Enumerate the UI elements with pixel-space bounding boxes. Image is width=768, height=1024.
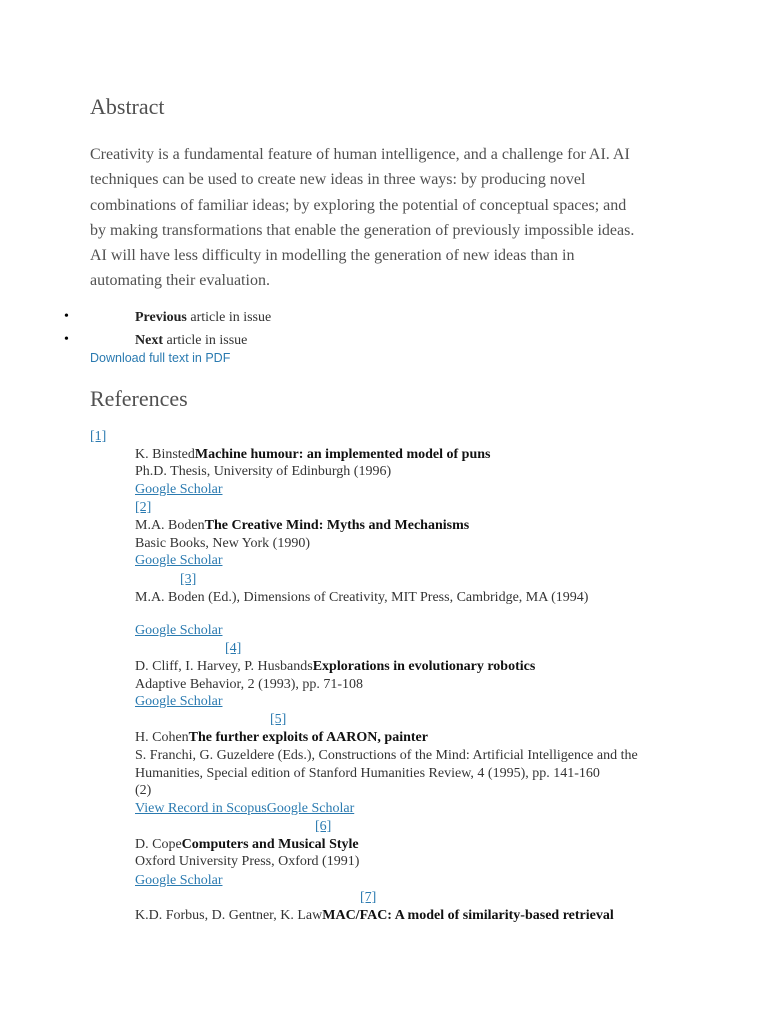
abstract-line: combinations of familiar ideas; by exploring the potential of conceptual spaces; and: [90, 196, 627, 214]
ref-title: The further exploits of AARON, painter: [188, 730, 428, 745]
previous-label: Previous: [135, 310, 187, 325]
ref-citation: [135, 729, 428, 747]
ref-citation: [135, 658, 535, 676]
view-record-scopus-link[interactable]: View Record in Scopus: [135, 801, 267, 816]
ref-citation: [135, 836, 359, 854]
abstract-line: techniques can be used to create new ideas in three ways: by producing novel: [90, 171, 586, 189]
ref-source: Ph.D. Thesis, University of Edinburgh (1996): [135, 464, 392, 479]
ref-source-continued: Humanities, Special edition of Stanford Humanities Review, 4 (1995), pp. 141-160: [135, 766, 600, 781]
ref-number-link[interactable]: [3]: [180, 572, 197, 587]
ref-authors: K. Binsted: [135, 447, 195, 462]
bullet-icon: •: [64, 332, 69, 347]
abstract-line: automating their evaluation.: [90, 272, 270, 290]
ref-authors: K.D. Forbus, D. Gentner, K. Law: [135, 908, 323, 923]
abstract-text: [90, 142, 675, 294]
bullet-icon: •: [64, 309, 69, 324]
abstract-line: AI will have less difficulty in modelling the generation of new ideas than in: [90, 247, 575, 265]
abstract-line: by making transformations that enable the generation of previously impossible ideas.: [90, 221, 635, 239]
abstract-line: Creativity is a fundamental feature of human intelligence, and a challenge for AI. AI: [90, 146, 630, 163]
ref-title: The Creative Mind: Myths and Mechanisms: [204, 518, 470, 533]
ref-authors: D. Cliff, I. Harvey, P. Husbands: [135, 659, 313, 674]
ref-number-link[interactable]: [2]: [135, 500, 152, 515]
ref-authors: M.A. Boden: [135, 518, 205, 533]
ref-title: Machine humour: an implemented model of puns: [194, 447, 491, 462]
next-rest: article in issue: [163, 333, 248, 348]
references-heading: References: [90, 386, 188, 411]
google-scholar-link[interactable]: Google Scholar: [135, 694, 223, 709]
ref-source: M.A. Boden (Ed.), Dimensions of Creativity, MIT Press, Cambridge, MA (1994): [135, 590, 589, 605]
ref-citation: [135, 517, 469, 535]
download-pdf-link[interactable]: Download full text in PDF: [90, 351, 231, 365]
ref-authors: H. Cohen: [135, 730, 189, 745]
ref-source: Adaptive Behavior, 2 (1993), pp. 71-108: [135, 677, 364, 692]
ref-title: Explorations in evolutionary robotics: [312, 659, 536, 674]
ref-source: Oxford University Press, Oxford (1991): [135, 854, 360, 869]
next-label: Next: [135, 333, 163, 348]
ref-title: MAC/FAC: A model of similarity-based retrieval: [322, 908, 614, 923]
google-scholar-link[interactable]: Google Scholar: [135, 482, 223, 497]
google-scholar-link[interactable]: Google Scholar: [266, 801, 355, 816]
ref-title: Computers and Musical Style: [181, 837, 359, 852]
google-scholar-link[interactable]: Google Scholar: [135, 623, 223, 638]
google-scholar-link[interactable]: Google Scholar: [135, 553, 223, 568]
ref-authors: D. Cope: [135, 837, 182, 852]
ref-number-link[interactable]: [1]: [90, 429, 107, 444]
ref-issue-note: (2): [135, 783, 152, 798]
ref-source: S. Franchi, G. Guzeldere (Eds.), Constructions of the Mind: Artificial Intelligence and the: [135, 748, 638, 763]
ref-number-link[interactable]: [4]: [225, 641, 242, 656]
abstract-heading: Abstract: [90, 94, 165, 119]
ref-source: Basic Books, New York (1990): [135, 536, 310, 551]
google-scholar-link[interactable]: Google Scholar: [135, 873, 223, 888]
previous-rest: article in issue: [186, 310, 272, 325]
ref-citation: [135, 446, 490, 464]
ref-links: [135, 800, 354, 818]
ref-number-link[interactable]: [6]: [315, 819, 332, 834]
ref-number-link[interactable]: [7]: [360, 890, 377, 905]
ref-number-link[interactable]: [5]: [270, 712, 287, 727]
ref-citation: [135, 907, 614, 925]
